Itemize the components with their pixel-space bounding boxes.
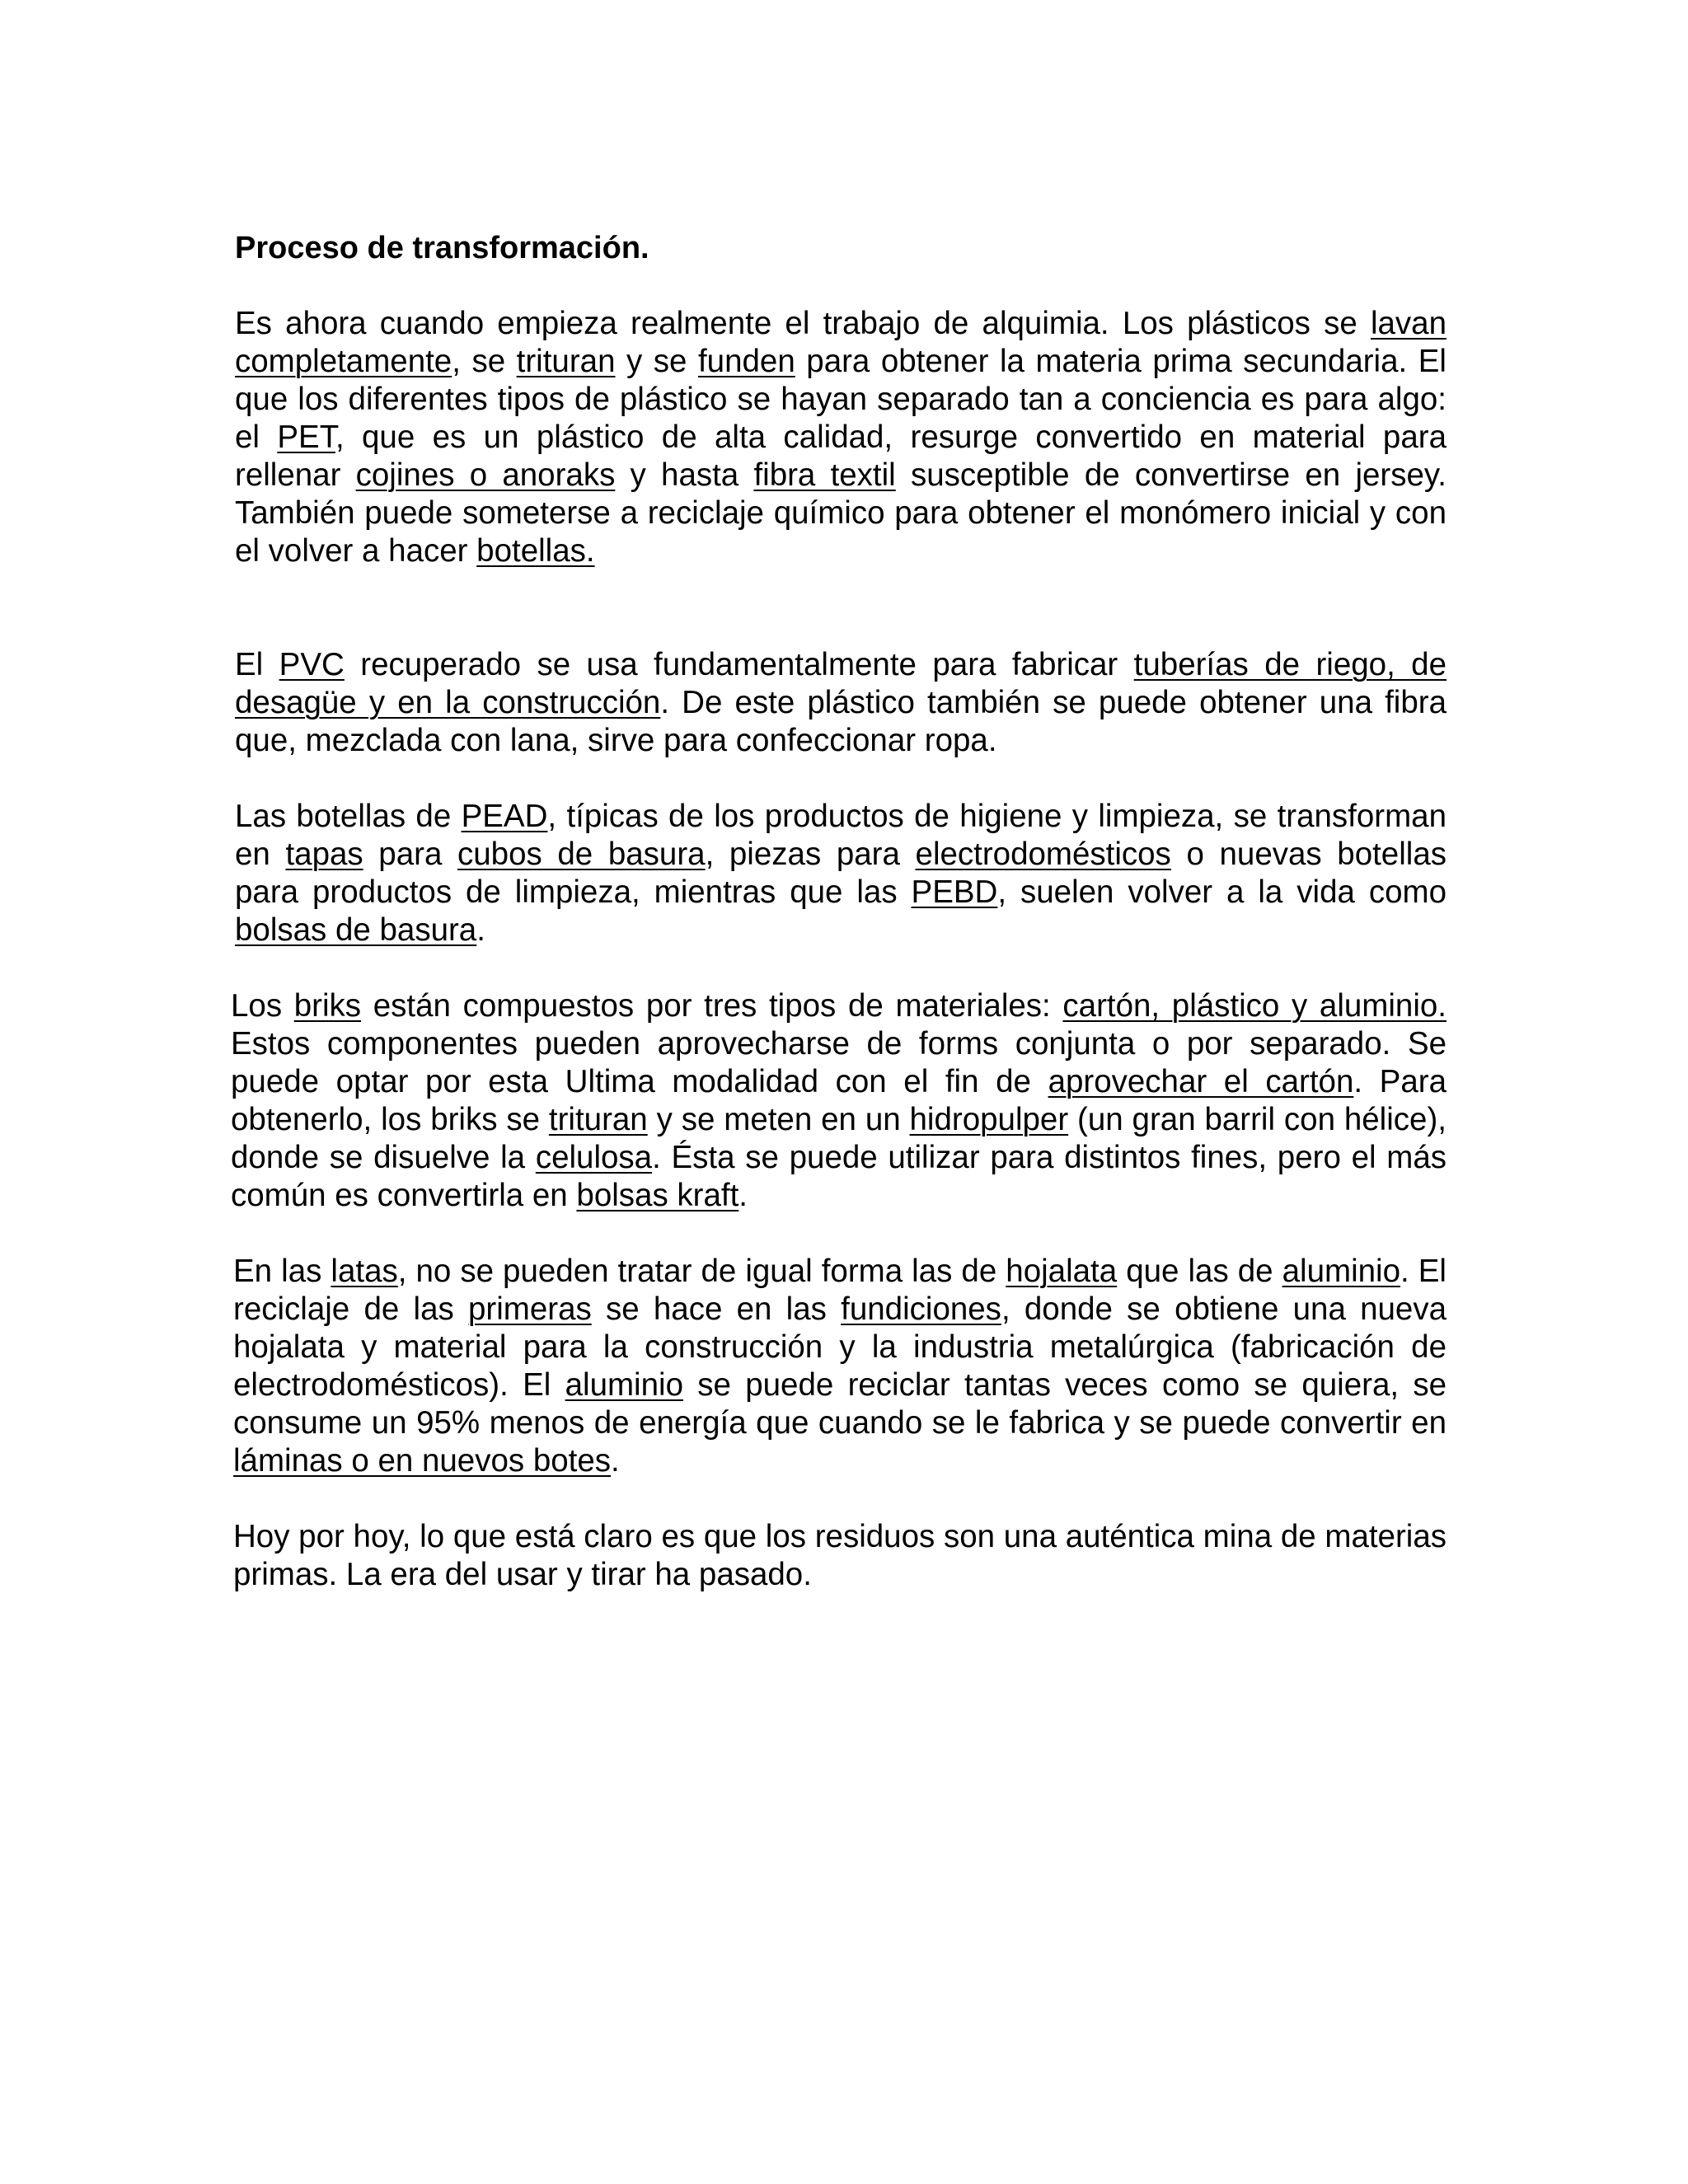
text-run: para <box>363 837 457 872</box>
paragraph-latas <box>233 1253 1447 1480</box>
underlined-term: aluminio <box>1282 1254 1401 1289</box>
text-run: , se <box>452 344 517 379</box>
underlined-term: trituran <box>548 1102 648 1137</box>
text-run: , suelen volver a la vida como <box>997 874 1447 910</box>
text-run: . De este plástico también se puede obtener una fibra que, mezclada con lana, sirve para confeccionar ropa. <box>235 685 1447 758</box>
text-run: . <box>476 912 485 948</box>
underlined-term: bolsas de basura <box>235 912 477 948</box>
underlined-term: tapas <box>285 837 363 872</box>
text-run: y se <box>615 344 698 379</box>
underlined-term: láminas o en nuevos botes <box>233 1443 612 1479</box>
text-run: . Para obtenerlo, los briks se <box>231 1064 1447 1137</box>
underlined-term: fibra textil <box>753 457 896 493</box>
text-run: (un gran barril con hélice), donde se disuelve la <box>231 1102 1447 1175</box>
underlined-term: PEBD <box>911 874 998 910</box>
underlined-term: bolsas kraft <box>576 1178 739 1213</box>
text-run: Hoy por hoy, lo que está claro es que los residuos son una auténtica mina de materias primas. La era del usar y tirar ha pasado. <box>233 1519 1447 1592</box>
text-run: susceptible de convertirse en jersey. También puede someterse a reciclaje químico para obtener el monómero inicial y con el volver a hacer <box>235 457 1447 569</box>
underlined-term: hojalata <box>1006 1254 1118 1289</box>
text-run: , típicas de los productos de higiene y limpieza, se transforman en <box>235 799 1447 872</box>
text-run: que las de <box>1117 1254 1282 1289</box>
text-run: Es ahora cuando empieza realmente el trabajo de alquimia. Los plásticos se <box>235 306 1371 341</box>
text-run: . El reciclaje de las <box>233 1254 1447 1327</box>
text-run: En las <box>233 1254 331 1289</box>
text-run: se puede reciclar tantas veces como se quiera, se consume un 95% menos de energía que cuando se le fabrica y se puede convertir en <box>233 1367 1447 1441</box>
underlined-term: botellas. <box>476 533 595 569</box>
document-title: Proceso de transformación. <box>235 231 649 265</box>
underlined-term: funden <box>697 344 795 379</box>
text-run: . <box>738 1178 748 1213</box>
text-run: , piezas para <box>705 837 916 872</box>
underlined-term: tuberías de riego, de desagüe y en la construcción <box>235 647 1447 720</box>
underlined-term: aprovechar el cartón <box>1048 1064 1354 1099</box>
paragraph-plastics <box>235 305 1447 570</box>
text-run: recuperado se usa fundamentalmente para fabricar <box>344 647 1134 682</box>
underlined-term: cartón, plástico y aluminio. <box>1062 988 1447 1024</box>
text-run: , donde se obtiene una nueva hojalata y material para la construcción y la industria metalúrgica (fabricación de electrodomésticos). El <box>233 1291 1447 1403</box>
paragraph-pead <box>235 798 1447 949</box>
underlined-term: cojines o anoraks <box>355 457 616 493</box>
paragraph-briks <box>231 987 1447 1215</box>
underlined-term: fundiciones <box>841 1291 1001 1327</box>
text-run: o nuevas botellas para productos de limpieza, mientras que las <box>235 837 1447 910</box>
text-run: están compuestos por tres tipos de materiales: <box>361 988 1063 1024</box>
underlined-term: briks <box>293 988 362 1024</box>
text-run: se hace en las <box>591 1291 842 1327</box>
underlined-term: trituran <box>516 344 616 379</box>
text-run: Las botellas de <box>235 799 462 834</box>
underlined-term: lavan completamente <box>235 306 1447 379</box>
paragraph-conclusion <box>233 1518 1447 1594</box>
paragraph-pvc <box>235 646 1447 760</box>
text-run: , que es un plástico de alta calidad, resurge convertido en material para rellenar <box>235 419 1447 493</box>
text-run: y se meten en un <box>647 1102 910 1137</box>
text-run: y hasta <box>615 457 754 493</box>
underlined-term: PVC <box>279 647 345 682</box>
text-run: , no se pueden tratar de igual forma las de <box>397 1254 1006 1289</box>
underlined-term: primeras <box>467 1291 592 1327</box>
underlined-term: PEAD <box>461 799 548 834</box>
text-run: El <box>235 647 279 682</box>
text-run: . <box>611 1443 620 1479</box>
text-run: Estos componentes pueden aprovecharse de forms conjunta o por separado. Se puede optar por esta Ultima modalidad con el fin de <box>231 1026 1447 1099</box>
underlined-term: celulosa <box>535 1140 653 1175</box>
text-run: Los <box>231 988 294 1024</box>
underlined-term: hidropulper <box>909 1102 1069 1137</box>
underlined-term: aluminio <box>565 1367 683 1403</box>
underlined-term: PET <box>277 419 335 455</box>
text-run: para obtener la materia prima secundaria. El que los diferentes tipos de plástico se hayan separado tan a conciencia es para algo: el <box>235 344 1447 455</box>
underlined-term: cubos de basura <box>457 837 706 872</box>
underlined-term: latas <box>331 1254 398 1289</box>
text-run: . Ésta se puede utilizar para distintos fines, pero el más común es convertirla en <box>231 1140 1447 1213</box>
underlined-term: electrodomésticos <box>915 837 1171 872</box>
